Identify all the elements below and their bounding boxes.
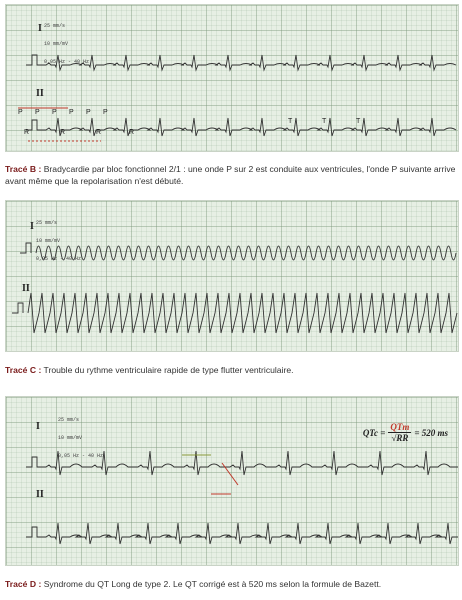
lead-label-bottom-c: II <box>22 283 30 294</box>
lead-label-bottom-d: II <box>36 489 44 500</box>
lead-label-bottom-b: II <box>36 88 44 99</box>
t-wave-label: T <box>356 118 361 125</box>
formula-numerator: QTm <box>390 422 410 432</box>
calibration-speed: 25 mm/s <box>36 220 58 226</box>
p-wave-label: P <box>86 109 91 116</box>
ecg-trace-lead-ii-c <box>12 293 457 333</box>
formula-denominator: √RR <box>391 433 409 443</box>
formula-rhs: = 520 ms <box>414 427 448 438</box>
ecg-trace-lead-i-b <box>26 55 456 70</box>
ecg-strip-b <box>5 4 459 152</box>
caption-label-b: Tracé B : <box>5 164 42 174</box>
t-wave-label: T <box>322 118 327 125</box>
t-wave-label: T <box>288 118 293 125</box>
ecg-trace-lead-i-c <box>20 243 456 260</box>
caption-label-d: Tracé D : <box>5 579 42 589</box>
ecg-trace-lead-i-d <box>26 451 458 475</box>
ecg-trace-lead-ii-d <box>26 523 458 544</box>
qt-tangent-line <box>222 463 238 485</box>
ecg-trace-c-svg <box>6 201 458 351</box>
calibration-filter: 0,05 Hz - 40 Hz <box>36 256 82 262</box>
lead-label-top-c: I <box>30 221 34 232</box>
caption-c <box>5 364 460 376</box>
ecg-strip-d <box>5 396 459 566</box>
r-wave-label: R <box>24 129 30 136</box>
p-wave-label: P <box>18 109 23 116</box>
p-wave-label: P <box>35 109 40 116</box>
calibration-gain: 10 mm/mV <box>36 238 61 244</box>
calibration-filter: 0,05 Hz - 40 Hz <box>44 59 90 65</box>
p-wave-label: P <box>52 109 57 116</box>
ecg-strip-c <box>5 200 459 352</box>
ecg-trace-lead-ii-b <box>26 118 456 136</box>
caption-b <box>5 163 460 187</box>
lead-label-top-b: I <box>38 23 42 34</box>
r-wave-label: R <box>129 129 135 136</box>
ecg-trace-d-svg <box>6 397 458 565</box>
calibration-speed: 25 mm/s <box>44 23 66 29</box>
caption-label-c: Tracé C : <box>5 365 42 375</box>
caption-text-b: Bradycardie par bloc fonctionnel 2/1 : une onde P sur 2 est conduite aux ventricules, l'onde P suivante arrive avant même que la repolarisation n'est débuté. <box>5 164 456 186</box>
calibration-speed: 25 mm/s <box>58 417 80 423</box>
r-wave-label: R <box>96 129 102 136</box>
p-wave-label: P <box>103 109 108 116</box>
caption-text-c: Trouble du rythme ventriculaire rapide de type flutter ventriculaire. <box>43 365 294 375</box>
p-wave-label: P <box>69 109 74 116</box>
ecg-trace-b-svg <box>6 5 458 151</box>
r-wave-label: R <box>60 129 66 136</box>
caption-text-d: Syndrome du QT Long de type 2. Le QT corrigé est à 520 ms selon la formule de Bazett. <box>43 579 382 589</box>
formula-lhs: QTc = <box>362 427 386 438</box>
calibration-filter: 0,05 Hz - 40 Hz <box>58 453 104 459</box>
caption-d <box>5 578 460 590</box>
calibration-gain: 10 mm/mV <box>58 435 83 441</box>
lead-label-top-d: I <box>36 421 40 432</box>
calibration-gain: 10 mm/mV <box>44 41 69 47</box>
